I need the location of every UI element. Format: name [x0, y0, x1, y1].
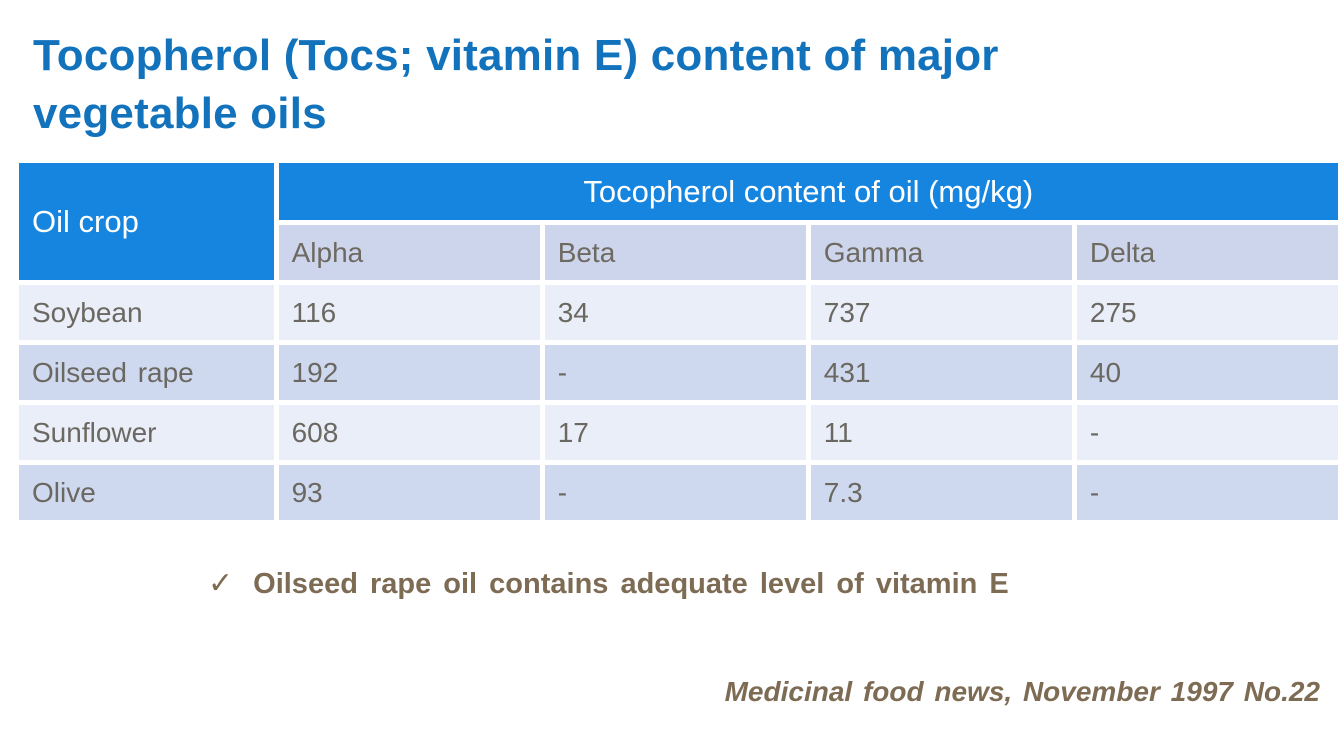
key-takeaway-bullet [208, 566, 1009, 601]
table-row-soybean [19, 285, 1338, 340]
page-title: Tocopherol (Tocs; vitamin E) content of major vegetable oils [33, 31, 999, 139]
crop-name-cell: Soybean [19, 285, 274, 340]
checkmark-icon: ✓ [208, 567, 234, 600]
value-cell-delta: 275 [1077, 285, 1338, 340]
value-cell-delta: 40 [1077, 345, 1338, 400]
value-cell-beta: - [545, 345, 806, 400]
crop-name-cell: Olive [19, 465, 274, 520]
crop-name-cell: Sunflower [19, 405, 274, 460]
value-cell-delta: - [1077, 405, 1338, 460]
value-cell-gamma: 431 [811, 345, 1072, 400]
bullet-text: Oilseed rape oil contains adequate level of vitamin E [253, 568, 1009, 600]
table-row-sunflower [19, 405, 1338, 460]
value-cell-beta: 34 [545, 285, 806, 340]
value-cell-gamma: 7.3 [811, 465, 1072, 520]
value-cell-alpha: 93 [279, 465, 540, 520]
table-row-oilseed-rape [19, 345, 1338, 400]
col-header-alpha: Alpha [279, 225, 540, 280]
col-header-delta: Delta [1077, 225, 1338, 280]
table-header-row-group [19, 163, 1338, 220]
corner-header-oil-crop: Oil crop [19, 163, 274, 280]
tocopherol-table [14, 158, 1343, 525]
value-cell-delta: - [1077, 465, 1338, 520]
value-cell-gamma: 11 [811, 405, 1072, 460]
table-row-olive [19, 465, 1338, 520]
value-cell-alpha: 116 [279, 285, 540, 340]
col-header-gamma: Gamma [811, 225, 1072, 280]
value-cell-gamma: 737 [811, 285, 1072, 340]
value-cell-beta: - [545, 465, 806, 520]
col-header-beta: Beta [545, 225, 806, 280]
crop-name-cell: Oilseed rape [19, 345, 274, 400]
group-header-tocopherol-content: Tocopherol content of oil (mg/kg) [279, 163, 1338, 220]
value-cell-alpha: 608 [279, 405, 540, 460]
source-citation: Medicinal food news, November 1997 No.22 [724, 676, 1320, 707]
value-cell-alpha: 192 [279, 345, 540, 400]
value-cell-beta: 17 [545, 405, 806, 460]
